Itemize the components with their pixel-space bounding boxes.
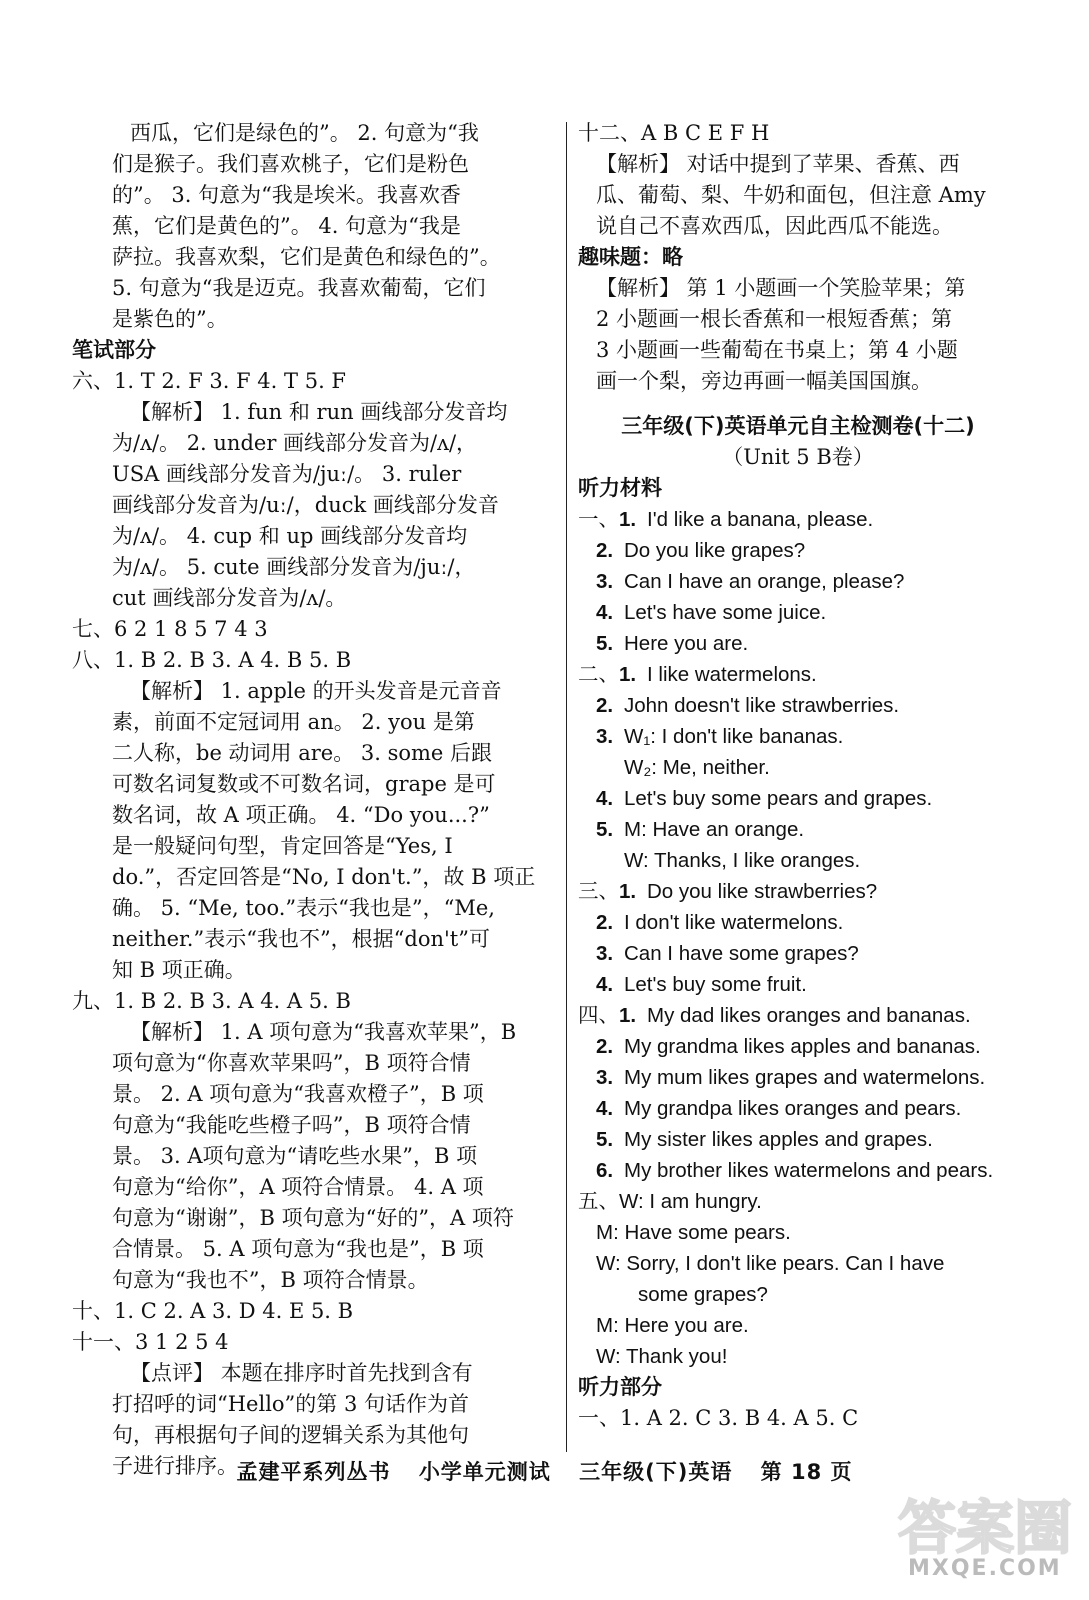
analysis-line: 画一个梨，旁边再画一幅美国国旗。 [596, 369, 932, 393]
left-column [72, 118, 554, 1482]
column-divider [566, 122, 567, 1452]
answer-12: 十二、A B C E F H [578, 121, 770, 145]
listen-item: 5. Here you are. [596, 632, 749, 655]
answer-10: 十、1. C 2. A 3. D 4. E 5. B [72, 1299, 354, 1323]
analysis-line: 画线部分发音为/uː/，duck 画线部分发音 [112, 493, 499, 517]
analysis-line: 二人称，be 动词用 are。 3. some 后跟 [112, 741, 493, 765]
section-prefix: 四、 [578, 1004, 619, 1027]
listen-item: 5. M: Have an orange. [596, 818, 805, 841]
listen-item: 2. I don't like watermelons. [596, 911, 844, 934]
comment-line: 子进行排序。 [112, 1454, 238, 1478]
listen-item: 4. Let's have some juice. [596, 601, 827, 624]
listen-item: 3. W₁: I don't like bananas. [596, 725, 844, 748]
listen-item: 三、1. Do you like strawberries? [578, 876, 1018, 907]
analysis-line: 【解析】 第 1 小题画一个笑脸苹果；第 [596, 276, 966, 300]
section-prefix: 三、 [578, 880, 619, 903]
test-title: 三年级(下)英语单元自主检测卷(十二) [621, 414, 975, 438]
analysis-line: neither.”表示“我也不”，根据“don't”可 [112, 927, 490, 951]
analysis-line: 合情景。 5. A 项句意为“我也是”，B 项 [112, 1237, 484, 1261]
analysis-line: 可数名词复数或不可数名词，grape 是可 [112, 772, 496, 796]
listen-item: 2. Do you like grapes? [596, 539, 806, 562]
section-prefix: 五、 [578, 1190, 619, 1213]
dialogue-line: 五、W: I am hungry. [578, 1186, 1018, 1217]
analysis-line: 【解析】 对话中提到了苹果、香蕉、西 [596, 152, 960, 176]
answer-9: 九、1. B 2. B 3. A 4. A 5. B [72, 989, 351, 1013]
section-prefix: 二、 [578, 663, 619, 686]
text-line: 5. 句意为“我是迈克。我喜欢葡萄，它们 [112, 276, 486, 300]
analysis-line: cut 画线部分发音为/ʌ/。 [112, 586, 347, 610]
analysis-line: 是一般疑问句型，肯定回答是“Yes, I [112, 834, 453, 858]
analysis-line: USA 画线部分发音为/juː/。 3. ruler [112, 462, 462, 486]
dialogue-line: some grapes? [638, 1283, 768, 1306]
grade-label: 三年级(下)英语 [579, 1460, 733, 1484]
book-name: 小学单元测试 [418, 1460, 551, 1484]
comment-line: 打招呼的词“Hello”的第 3 句话作为首 [112, 1392, 469, 1416]
analysis-line: 【解析】 1. fun 和 run 画线部分发音均 [130, 400, 508, 424]
listen-item: 一、1. I'd like a banana, please. [578, 504, 1018, 535]
analysis-line: 句意为“我能吃些橙子吗”，B 项符合情 [112, 1113, 471, 1137]
test-subtitle: （Unit 5 B卷） [722, 445, 874, 469]
watermark-logo-text: 答案圈 [898, 1494, 1073, 1562]
answer-7: 七、6 2 1 8 5 7 4 3 [72, 617, 268, 641]
analysis-line: 2 小题画一根长香蕉和一根短香蕉；第 [596, 307, 953, 331]
analysis-line: 项句意为“你喜欢苹果吗”，B 项符合情 [112, 1051, 471, 1075]
listen-item: 6. My brother likes watermelons and pears. [596, 1159, 994, 1182]
listen-item: 4. Let's buy some fruit. [596, 973, 807, 996]
analysis-line: 景。 3. A项句意为“请吃些水果”，B 项 [112, 1144, 478, 1168]
text-line: 是紫色的”。 [112, 307, 228, 331]
answer-11: 十一、3 1 2 5 4 [72, 1330, 229, 1354]
listen-item: 4. My grandpa likes oranges and pears. [596, 1097, 962, 1120]
analysis-line: do.”，否定回答是“No, I don't.”，故 B 项正 [112, 865, 536, 889]
dialogue-line: M: Have some pears. [596, 1221, 791, 1244]
right-column [578, 118, 1018, 1434]
listen-item: 3. Can I have an orange, please? [596, 570, 905, 593]
analysis-line: 【解析】 1. A 项句意为“我喜欢苹果”，B [130, 1020, 517, 1044]
analysis-line: 知 B 项正确。 [112, 958, 246, 982]
analysis-line: 为/ʌ/。 2. under 画线部分发音为/ʌ/， [112, 431, 478, 455]
answer-8: 八、1. B 2. B 3. A 4. B 5. B [72, 648, 352, 672]
analysis-line: 为/ʌ/。 4. cup 和 up 画线部分发音均 [112, 524, 468, 548]
answer-6: 六、1. T 2. F 3. F 4. T 5. F [72, 369, 346, 393]
analysis-line: 3 小题画一些葡萄在书桌上；第 4 小题 [596, 338, 958, 362]
listen-item: 2. My grandma likes apples and bananas. [596, 1035, 981, 1058]
analysis-line: 瓜、葡萄、梨、牛奶和面包，但注意 Amy [596, 183, 986, 207]
page-number: 第 18 页 [760, 1460, 853, 1484]
listen-item: 3. Can I have some grapes? [596, 942, 859, 965]
analysis-line: 数名词，故 A 项正确。 4. “Do you...?” [112, 803, 490, 827]
analysis-line: 确。 5. “Me, too.”表示“我也是”，“Me, [112, 896, 495, 920]
analysis-line: 说自己不喜欢西瓜，因此西瓜不能选。 [596, 214, 953, 238]
text-line: 蕉，它们是黄色的”。 4. 句意为“我是 [112, 214, 461, 238]
watermark-url: MXQE.COM [908, 1556, 1062, 1581]
listen-item: 2. John doesn't like strawberries. [596, 694, 900, 717]
text-line: 西瓜，它们是绿色的”。 2. 句意为“我 [130, 121, 479, 145]
listening-part-heading: 听力部分 [578, 1375, 662, 1399]
listen-item: 3. My mum likes grapes and watermelons. [596, 1066, 986, 1089]
listen-item: 四、1. My dad likes oranges and bananas. [578, 1000, 1018, 1031]
analysis-line: 景。 2. A 项句意为“我喜欢橙子”，B 项 [112, 1082, 484, 1106]
dialogue-line: W: Sorry, I don't like pears. Can I have [596, 1252, 945, 1275]
listen-item: W₂: Me, neither. [624, 756, 770, 779]
text-line: 的”。 3. 句意为“我是埃米。我喜欢香 [112, 183, 461, 207]
comment-line: 【点评】 本题在排序时首先找到含有 [130, 1361, 473, 1385]
listen-item: W: Thanks, I like oranges. [624, 849, 861, 872]
listen-item: 5. My sister likes apples and grapes. [596, 1128, 933, 1151]
dialogue-line: M: Here you are. [596, 1314, 749, 1337]
listen-item: 二、1. I like watermelons. [578, 659, 1018, 690]
listening-answer-1: 一、1. A 2. C 3. B 4. A 5. C [578, 1406, 859, 1430]
dialogue-line: W: Thank you! [596, 1345, 728, 1368]
fun-question: 趣味题：略 [578, 245, 683, 269]
analysis-line: 句意为“我也不”，B 项符合情景。 [112, 1268, 429, 1292]
analysis-line: 【解析】 1. apple 的开头发音是元音音 [130, 679, 502, 703]
written-part-heading: 笔试部分 [72, 338, 156, 362]
analysis-line: 句意为“给你”，A 项符合情景。 4. A 项 [112, 1175, 484, 1199]
comment-line: 句，再根据句子间的逻辑关系为其他句 [112, 1423, 469, 1447]
text-line: 们是猴子。我们喜欢桃子，它们是粉色 [112, 152, 469, 176]
text-line: 萨拉。我喜欢梨，它们是黄色和绿色的”。 [112, 245, 501, 269]
analysis-line: 素，前面不定冠词用 an。 2. you 是第 [112, 710, 475, 734]
section-prefix: 一、 [578, 508, 619, 531]
analysis-line: 为/ʌ/。 5. cute 画线部分发音为/juː/， [112, 555, 476, 579]
listening-material-heading: 听力材料 [578, 476, 662, 500]
series-name: 孟建平系列丛书 [236, 1460, 391, 1484]
analysis-line: 句意为“谢谢”，B 项句意为“好的”，A 项符 [112, 1206, 514, 1230]
listen-item: 4. Let's buy some pears and grapes. [596, 787, 933, 810]
